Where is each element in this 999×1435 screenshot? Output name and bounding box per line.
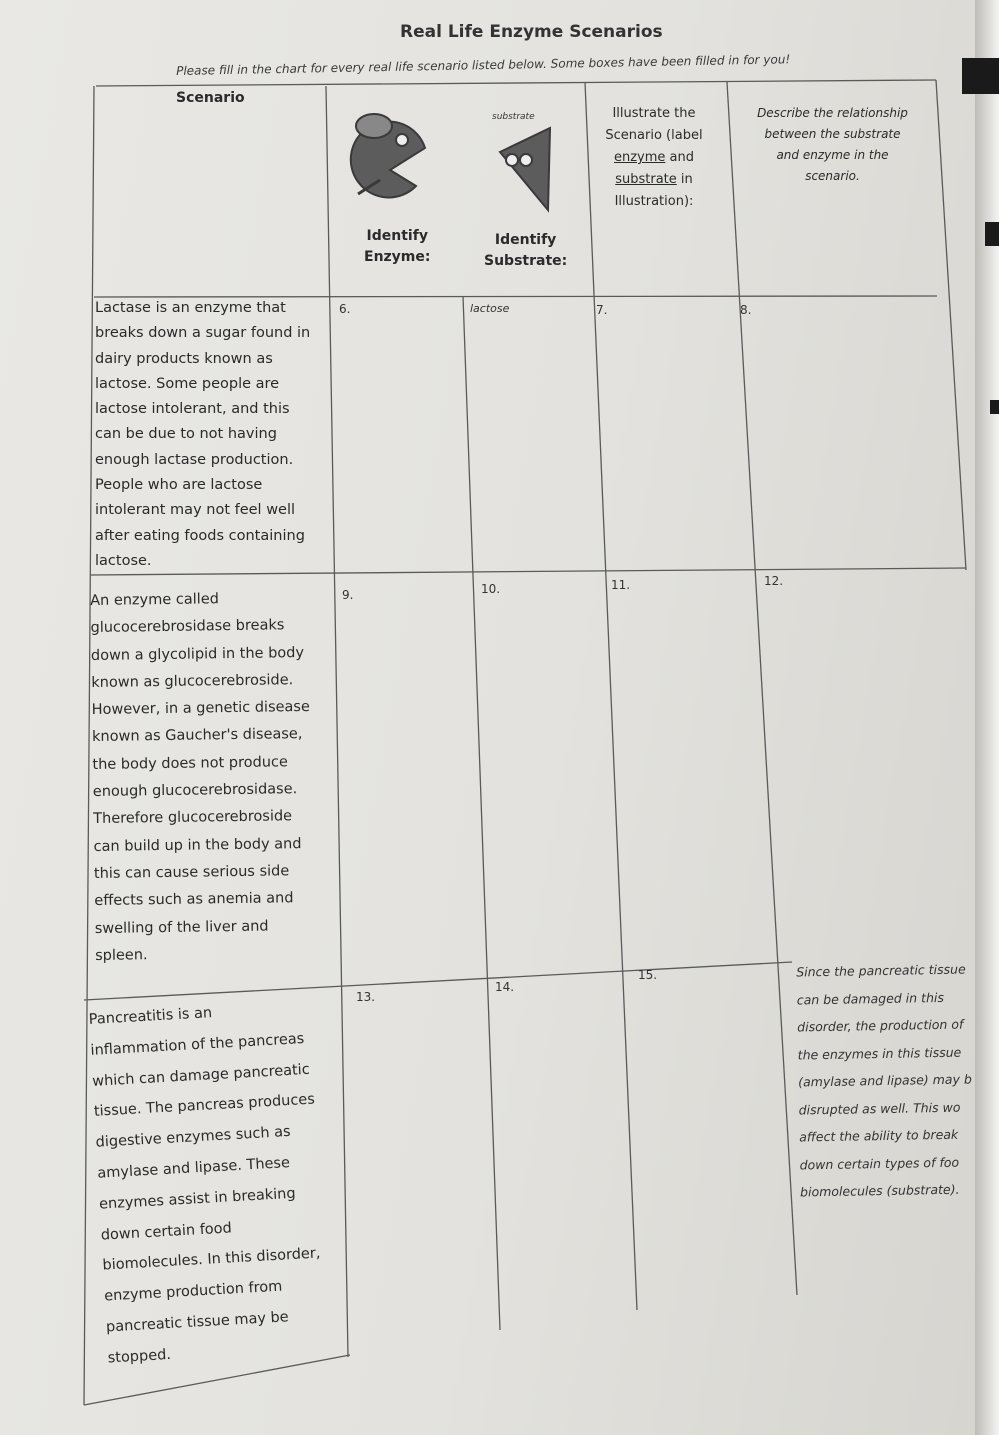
scenario-lactase: Lactase is an enzyme that breaks down a sugar found in dairy products known as lactose. Some people are lactose intolerant, and this can be due to not having enough lactase production. People who are lactose intolerant may not feel well after eating foods containing lactose. xyxy=(95,300,311,569)
answer-substrate-lactose: lactose xyxy=(470,302,510,315)
answer-relationship-pancreatitis: Since the pancreatic tissue can be damaged in this disorder, the production of the enzymes in this tissue (amylase and lipase) may b disrupted as well. This wo affect the ability to break down certain types of foo biomolecules (substrate). xyxy=(796,961,972,1200)
header-substrate: Identify Substrate: xyxy=(484,232,568,269)
header-illustrate: Illustrate the Scenario (label enzyme and substrate in Illustration): xyxy=(605,106,703,209)
answer-7[interactable]: 7. xyxy=(596,303,608,317)
header-enzyme: Identify Enzyme: xyxy=(364,228,431,265)
answer-10[interactable]: 10. xyxy=(481,582,501,596)
scenario-gaucher: An enzyme called glucocerebrosidase breaks down a glycolipid in the body known as glucocerebroside. However, in a genetic disease known as Gaucher's disease, the body does not produce enough glucocerebrosidase. Therefore glucocerebroside can build up in the body and this can cause serious side effects such as anemia and swelling of the liver and spleen. xyxy=(90,591,310,964)
answer-14[interactable]: 14. xyxy=(495,980,515,994)
answer-8[interactable]: 8. xyxy=(740,303,752,317)
enzyme-substrate-icon xyxy=(351,114,550,210)
scenario-pancreatitis: Pancreatitis is an inflammation of the pancreas which can damage pancreatic tissue. The pancreas produces digestive enzymes such as amylase and lipase. These enzymes assist in breaking down certain food biomolecules. In this disorder, enzyme production from pancreatic tissue may be stopped. xyxy=(88,1005,321,1367)
header-scenario: Scenario xyxy=(176,90,245,106)
answer-12[interactable]: 12. xyxy=(764,574,784,588)
answer-6[interactable]: 6. xyxy=(339,302,351,316)
instructions: Please fill in the chart for every real life scenario listed below. Some boxes have been filled in for you! xyxy=(176,52,791,78)
substrate-label: substrate xyxy=(492,112,535,122)
page-title: Real Life Enzyme Scenarios xyxy=(400,22,663,42)
answer-13[interactable]: 13. xyxy=(356,990,376,1004)
header-describe: Describe the relationship between the substrate and enzyme in the scenario. xyxy=(757,106,908,183)
answer-11[interactable]: 11. xyxy=(611,578,631,592)
answer-15[interactable]: 15. xyxy=(638,968,658,982)
answer-9[interactable]: 9. xyxy=(342,588,354,602)
